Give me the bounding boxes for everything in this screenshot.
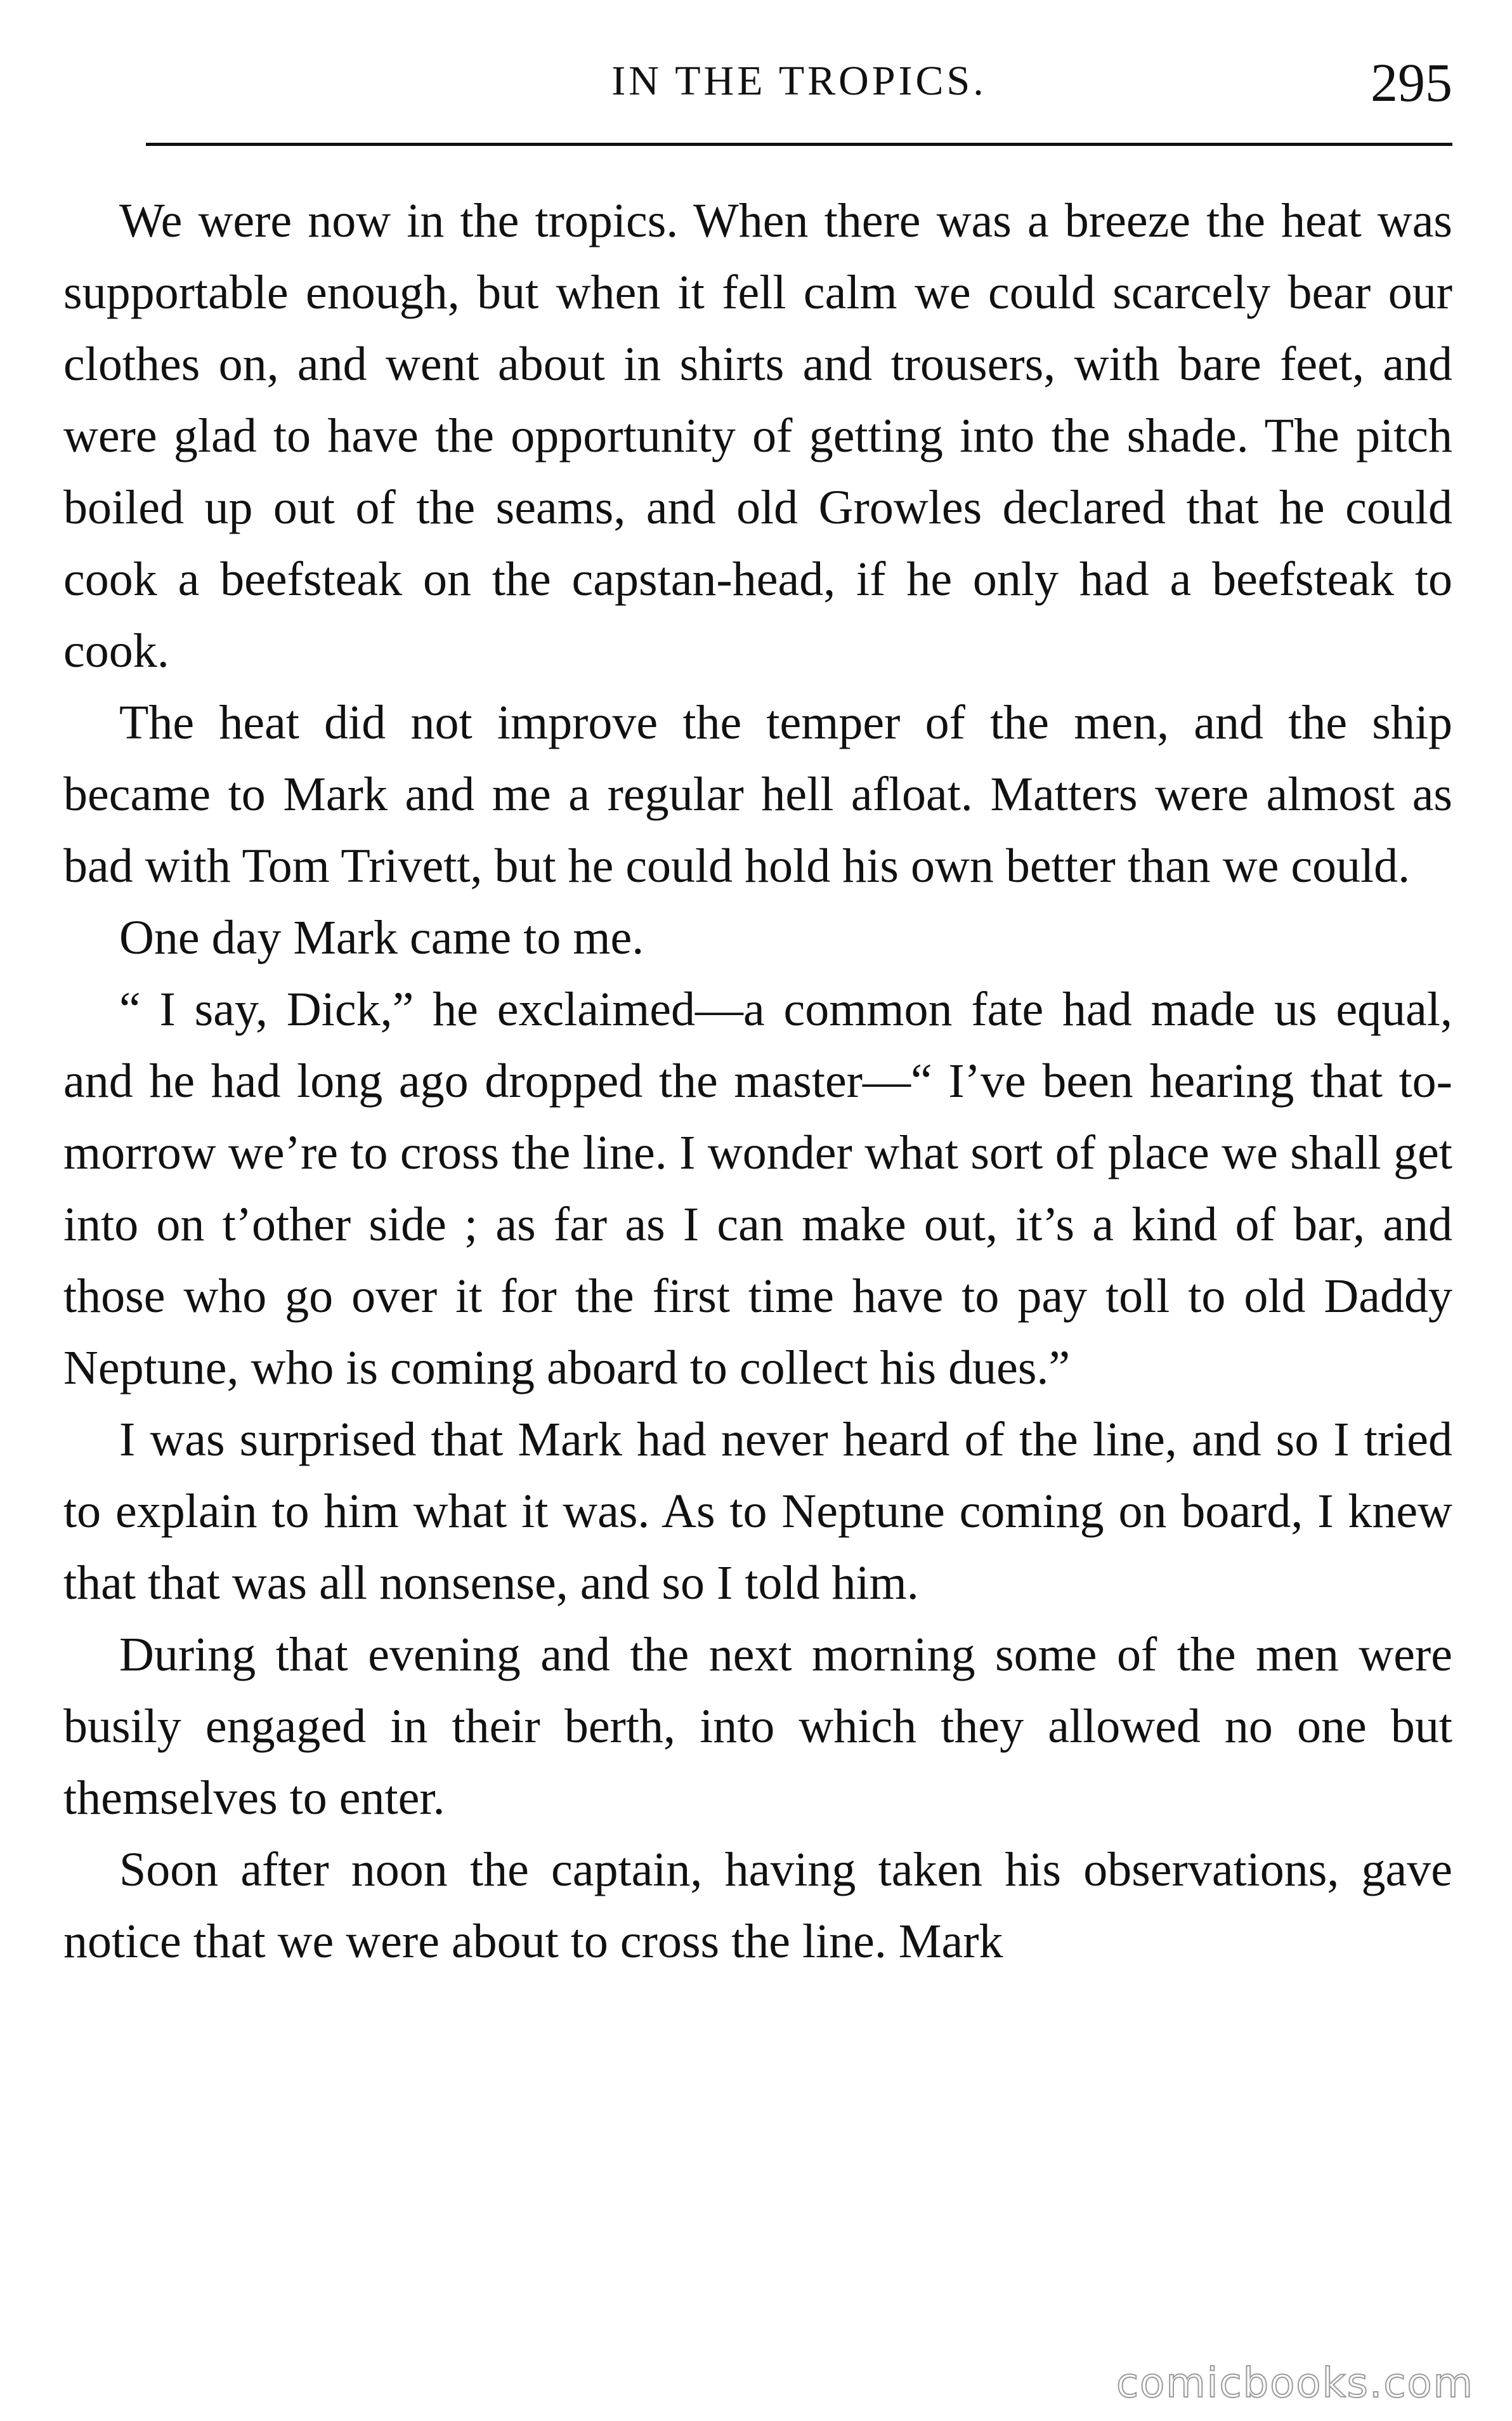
body-text: [63, 185, 1452, 1978]
header-rule: [146, 143, 1452, 146]
paragraph-7: Soon after noon the captain, having taken his observations, gave notice that we were about to cross the line. Mark: [63, 1843, 1452, 1968]
paragraph-3: One day Mark came to me.: [119, 911, 644, 964]
page-number: 295: [1371, 52, 1452, 113]
paragraph-1: We were now in the tropics. When there was a breeze the heat was supportable enough, but when it fell calm we could scarcely bear our clothes on, and went about in shirts and trousers, with bare feet, and were glad to have the opportunity of getting into the shade. The pitch boiled up out of the seams, and old Growles declared that he could cook a beefsteak on the capstan-head, if he only had a beefsteak to cook.: [63, 194, 1452, 678]
watermark-logo: comicbooks.com: [1116, 2360, 1474, 2407]
paragraph-5: I was surprised that Mark had never heard of the line, and so I tried to explain to him what it was. As to Neptune coming on board, I knew that that was all nonsense, and so I told him.: [63, 1413, 1452, 1610]
paragraph-6: During that evening and the next morning some of the men were busily engaged in their berth, into which they allowed no one but themselves to enter.: [63, 1628, 1452, 1825]
running-title: IN THE TROPICS.: [611, 58, 987, 104]
running-head: [146, 51, 1452, 127]
paragraph-4: “ I say, Dick,” he exclaimed—a common fate had made us equal, and he had long ago dropped the master—“ I’ve been hearing that to-morrow we’re to cross the line. I wonder what sort of place we shall get into on t’other side ; as far as I can make out, it’s a kind of bar, and those who go over it for the first time have to pay toll to old Daddy Neptune, who is coming aboard to collect his dues.”: [63, 983, 1452, 1394]
paragraph-2: The heat did not improve the temper of the men, and the ship became to Mark and me a regular hell afloat. Matters were almost as bad with Tom Trivett, but he could hold his own better than we could.: [63, 696, 1452, 893]
